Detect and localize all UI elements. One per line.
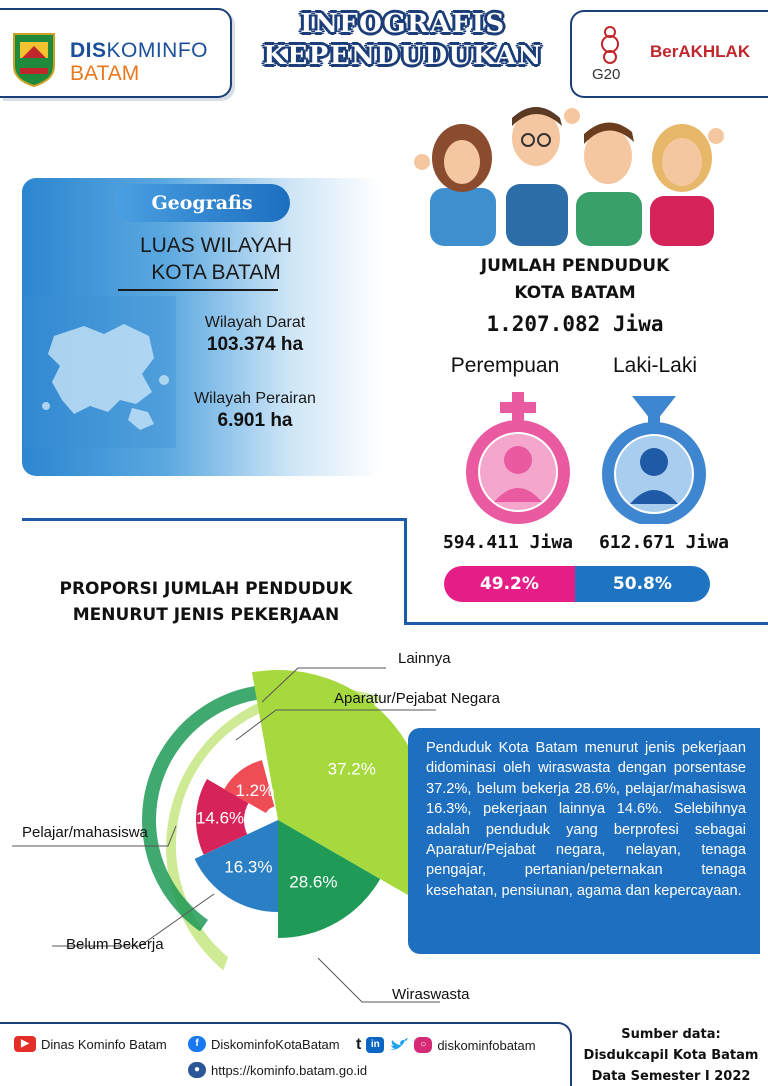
pie-value-label: 37.2% [327, 759, 376, 779]
luas-line-1: LUAS WILAYAH [139, 234, 293, 257]
page-title [238, 8, 568, 78]
male-share-bar: 50.8% [575, 566, 710, 602]
website-text: https://kominfo.batam.go.id [211, 1062, 368, 1078]
divider-vertical [404, 518, 407, 624]
title-line-2: KEPENDUDUKAN [263, 41, 543, 71]
label-lainnya: Lainnya [398, 650, 451, 667]
youtube-text: Dinas Kominfo Batam [41, 1036, 167, 1052]
pie-value-label: 16.3% [224, 857, 273, 877]
instagram-text[interactable]: diskominfobatam [437, 1037, 536, 1053]
brand-batam: BATAM [70, 62, 140, 85]
people-illustration [412, 96, 728, 246]
male-symbol-icon [592, 392, 716, 524]
facebook-text: DiskominfoKotaBatam [211, 1036, 340, 1052]
male-label: Laki-Laki [612, 354, 698, 377]
tumblr-icon[interactable]: t [356, 1036, 362, 1053]
female-symbol-icon [458, 392, 578, 524]
female-share-bar: 49.2% [444, 566, 575, 602]
social-icons [356, 1036, 536, 1054]
facebook-link[interactable] [188, 1036, 340, 1052]
g20-label: G20 [592, 66, 621, 83]
gender-ratio-bar [444, 566, 710, 602]
website-link[interactable] [188, 1062, 367, 1078]
twitter-icon[interactable] [389, 1037, 409, 1053]
proporsi-title-line-1: PROPORSI JUMLAH PENDUDUK [59, 579, 353, 599]
total-population: 1.207.082 Jiwa [486, 312, 664, 336]
instagram-icon: ○ [414, 1037, 432, 1053]
berakhlak-logo: BerAKHLAK [650, 42, 751, 61]
facebook-icon: f [188, 1036, 206, 1052]
title-line-1: INFOGRAFIS [300, 9, 506, 39]
label-belum-bekerja: Belum Bekerja [66, 936, 164, 953]
youtube-icon: ▶ [14, 1036, 36, 1052]
jumlah-penduduk-title [430, 253, 720, 307]
perairan-value: 6.901 ha [217, 410, 293, 431]
perairan-label: Wilayah Perairan [194, 390, 316, 407]
divider-bottom [404, 622, 768, 625]
city-crest-icon [10, 30, 58, 88]
geografis-pill: Geografis [114, 184, 290, 222]
linkedin-icon[interactable]: in [366, 1037, 384, 1053]
female-label: Perempuan [450, 354, 560, 377]
pie-value-label: 1.2% [235, 780, 275, 800]
jumlah-title-line-1: JUMLAH PENDUDUK [480, 256, 670, 276]
label-wiraswasta: Wiraswasta [392, 986, 470, 1003]
label-pelajar: Pelajar/mahasiswa [22, 824, 148, 841]
sumber-line-3: Data Semester I 2022 [591, 1069, 751, 1084]
globe-icon: ● [188, 1062, 206, 1078]
occupation-description: Penduduk Kota Batam menurut jenis pekerjaan didominasi oleh wiraswasta dengan porsentase 37.2%, belum bekerja 28.6%, pelajar/mahasiswa 16.3%, pekerjaan lainnya 14.6%. Selebihnya adalah penduduk yang berprofesi sebagai Aparatur/Pejabat negara, nelayan, tenaga pengajar, pertanian/peternakan tenaga kesehatan, pensiunan, agama dan kepercayaan. [408, 728, 760, 954]
darat-value: 103.374 ha [206, 334, 304, 355]
pie-value-label: 14.6% [195, 808, 245, 828]
divider-top [22, 518, 406, 521]
logo-box [0, 8, 232, 98]
sumber-line-1: Sumber data: [621, 1027, 721, 1042]
sumber-line-2: Disdukcapil Kota Batam [583, 1048, 759, 1063]
proporsi-title [20, 576, 392, 628]
luas-wilayah-heading [116, 232, 316, 286]
brand-diskominfo: DISKOMINFO [70, 39, 209, 62]
male-count: 612.671 Jiwa [598, 532, 730, 553]
pie-value-label: 28.6% [289, 872, 338, 892]
luas-line-2: KOTA BATAM [151, 261, 281, 284]
label-aparatur: Aparatur/Pejabat Negara [334, 690, 500, 707]
youtube-link[interactable] [14, 1036, 167, 1052]
proporsi-title-line-2: MENURUT JENIS PEKERJAAN [72, 605, 340, 625]
female-count: 594.411 Jiwa [442, 532, 574, 553]
heading-underline [118, 289, 278, 291]
darat-label: Wilayah Darat [204, 314, 306, 331]
partner-logos [570, 10, 768, 98]
jumlah-title-line-2: KOTA BATAM [514, 283, 636, 303]
data-source [574, 1024, 768, 1086]
batam-map-icon [24, 296, 176, 448]
